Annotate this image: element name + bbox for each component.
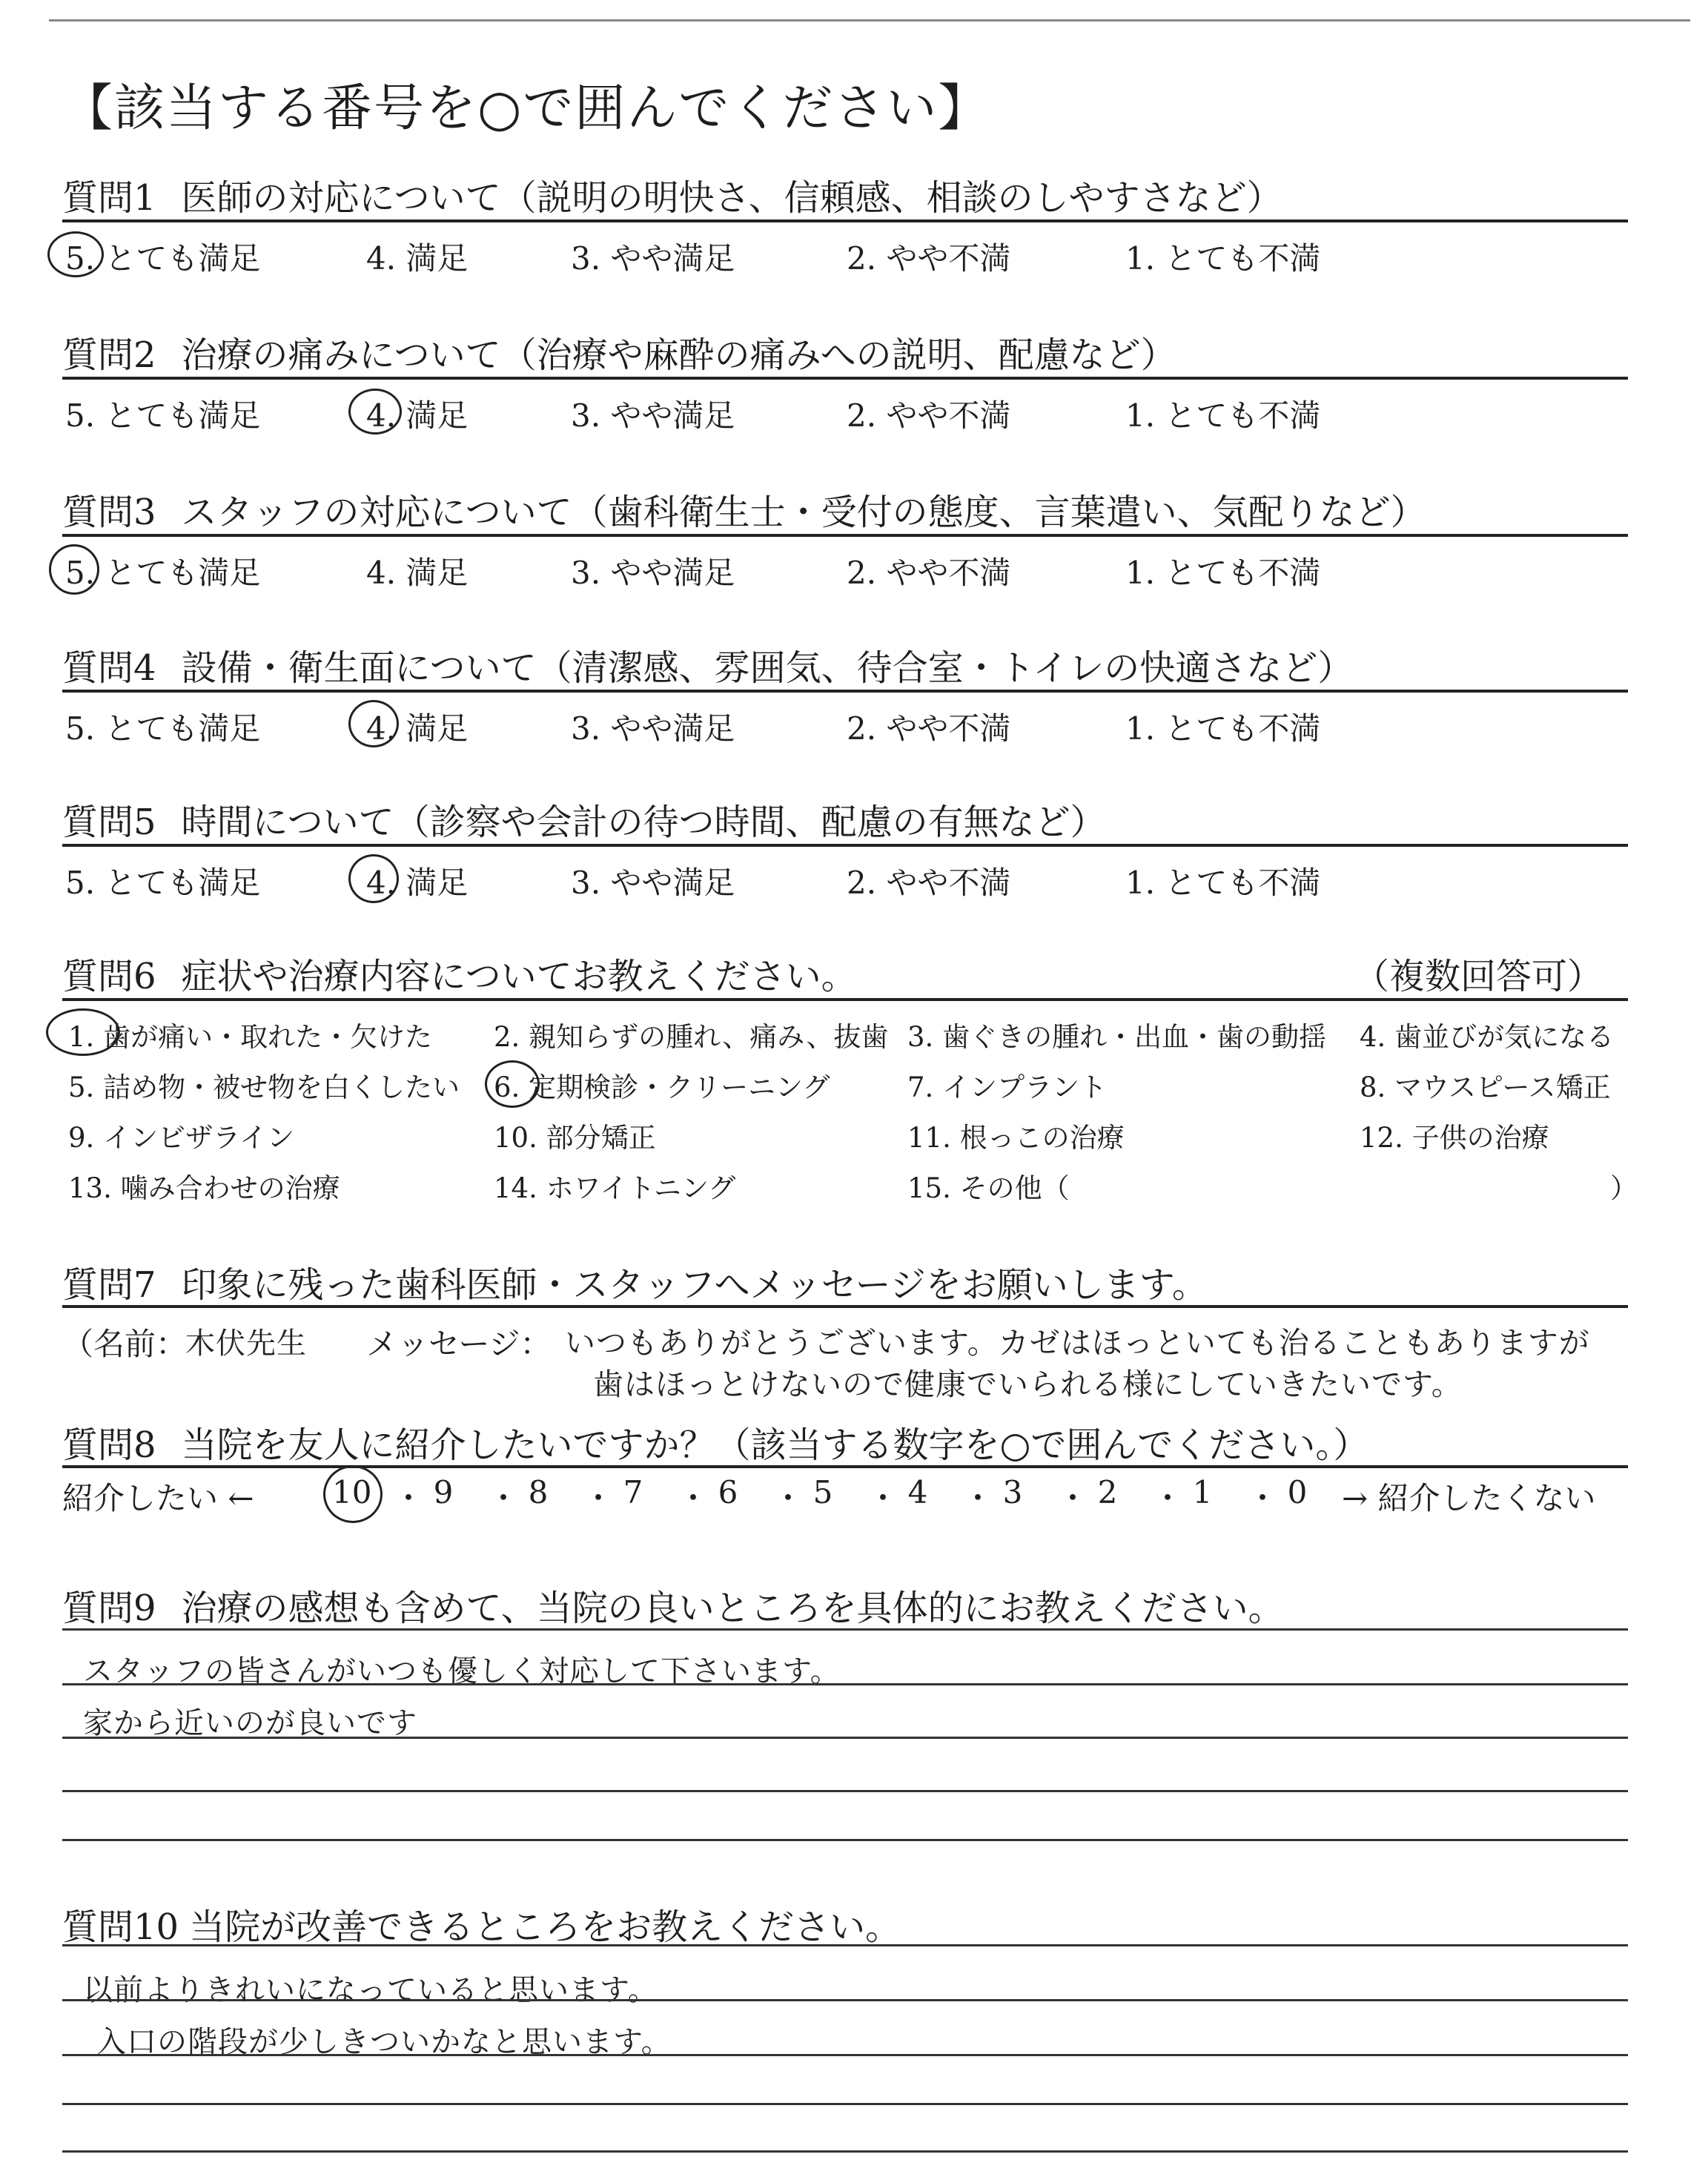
q2-answer-circle — [348, 389, 402, 435]
question-10 — [62, 1898, 901, 1949]
q6-option-12[interactable]: 12. 子供の治療 — [1360, 1122, 1549, 1154]
q10-write-line — [62, 2054, 1628, 2056]
q8-separator: ・ — [1152, 1480, 1184, 1516]
q8-scale-5[interactable]: 5 — [812, 1474, 833, 1510]
question-4-rule — [62, 690, 1628, 693]
q6-option-15[interactable]: 15. その他（ — [907, 1172, 1070, 1204]
question-7-label: 質問7 — [62, 1264, 156, 1306]
q6-option-4[interactable]: 4. 歯並びが気になる — [1360, 1021, 1615, 1053]
question-7 — [62, 1256, 1208, 1307]
q8-scale-6[interactable]: 6 — [718, 1474, 738, 1510]
question-6-text: 症状や治療内容についてお教えください。 — [181, 956, 857, 997]
question-5 — [62, 793, 1106, 845]
q6-option-8[interactable]: 8. マウスピース矯正 — [1360, 1071, 1611, 1103]
page-title: 【該当する番号を○で囲んでください】 — [62, 79, 990, 138]
q4-option-2[interactable]: 2. やや不満 — [847, 710, 1011, 747]
question-8 — [62, 1416, 1368, 1467]
q6-answer-circle-1 — [46, 1008, 120, 1056]
q10-write-line — [62, 1999, 1628, 2001]
q6-option-14[interactable]: 14. ホワイトニング — [494, 1172, 736, 1204]
q9-write-line — [62, 1839, 1628, 1841]
q9-write-line — [62, 1628, 1628, 1631]
q1-option-5[interactable]: 5. とても満足 — [65, 240, 261, 277]
q3-option-5[interactable]: 5. とても満足 — [65, 555, 261, 591]
q5-option-1[interactable]: 1. とても不満 — [1125, 865, 1321, 901]
q8-scale-8[interactable]: 8 — [528, 1474, 549, 1510]
q6-option-9[interactable]: 9. インビザライン — [68, 1122, 294, 1154]
q8-scale-7[interactable]: 7 — [623, 1474, 643, 1510]
question-1-text: 医師の対応について（説明の明快さ、信頼感、相談のしやすさなど） — [181, 177, 1282, 219]
question-8-rule — [62, 1465, 1628, 1468]
q6-option-3[interactable]: 3. 歯ぐきの腫れ・出血・歯の動揺 — [907, 1021, 1327, 1053]
q3-option-1[interactable]: 1. とても不満 — [1125, 555, 1321, 591]
q9-write-line — [62, 1737, 1628, 1739]
question-2-rule — [62, 377, 1628, 380]
question-4-label: 質問4 — [62, 647, 156, 689]
question-9-text: 治療の感想も含めて、当院の良いところを具体的にお教えください。 — [181, 1588, 1284, 1629]
question-4 — [62, 639, 1353, 690]
q9-write-line — [62, 1683, 1628, 1685]
q3-option-3[interactable]: 3. やや満足 — [571, 555, 735, 591]
q8-separator: ・ — [772, 1480, 804, 1516]
q8-separator: ・ — [1057, 1480, 1089, 1516]
q2-option-4[interactable]: 4. 満足 — [366, 397, 469, 434]
q4-option-4[interactable]: 4. 満足 — [366, 710, 469, 747]
q8-separator: ・ — [678, 1480, 709, 1516]
q2-option-3[interactable]: 3. やや満足 — [571, 397, 735, 434]
q7-message-label: メッセージ： — [366, 1326, 552, 1362]
q8-answer-circle — [323, 1465, 383, 1523]
question-9-label: 質問9 — [62, 1588, 156, 1629]
q8-left-label: 紹介したい ← — [62, 1480, 254, 1516]
q6-option-5[interactable]: 5. 詰め物・被せ物を白くしたい — [68, 1071, 460, 1103]
q9-answer-line-1: スタッフの皆さんがいつも優しく対応して下さいます。 — [83, 1654, 841, 1688]
q5-option-4[interactable]: 4. 満足 — [366, 865, 469, 901]
q9-write-line — [62, 1790, 1628, 1792]
q1-answer-circle — [47, 231, 104, 277]
q8-separator: ・ — [867, 1480, 899, 1516]
q5-option-2[interactable]: 2. やや不満 — [847, 865, 1011, 901]
q8-separator: ・ — [488, 1480, 520, 1516]
q5-option-5[interactable]: 5. とても満足 — [65, 865, 261, 901]
q3-option-4[interactable]: 4. 満足 — [366, 555, 469, 591]
top-border — [49, 19, 1690, 22]
q6-option-15-close: ） — [1610, 1172, 1638, 1204]
q4-option-1[interactable]: 1. とても不満 — [1125, 710, 1321, 747]
question-7-text: 印象に残った歯科医師・スタッフへメッセージをお願いします。 — [181, 1264, 1208, 1306]
question-4-text: 設備・衛生面について（清潔感、雰囲気、待合室・トイレの快適さなど） — [181, 647, 1354, 689]
q2-option-5[interactable]: 5. とても満足 — [65, 397, 261, 434]
question-1-label: 質問1 — [62, 177, 156, 219]
q10-write-line — [62, 2150, 1628, 2153]
question-10-label: 質問10 — [62, 1906, 179, 1948]
q8-separator: ・ — [583, 1480, 615, 1516]
question-6-label: 質問6 — [62, 956, 156, 997]
q4-answer-circle — [348, 700, 399, 747]
question-2-text: 治療の痛みについて（治療や麻酔の痛みへの説明、配慮など） — [181, 334, 1176, 376]
question-8-label: 質問8 — [62, 1424, 156, 1466]
q1-option-3[interactable]: 3. やや満足 — [571, 240, 735, 277]
q3-answer-circle — [49, 544, 99, 595]
question-2-label: 質問2 — [62, 334, 156, 376]
q7-name-label: （名前： — [62, 1326, 188, 1362]
q8-scale-0[interactable]: 0 — [1287, 1474, 1308, 1510]
q10-answer-line-2: 入口の階段が少しきついかなと思います。 — [96, 2025, 672, 2059]
q1-option-1[interactable]: 1. とても不満 — [1125, 240, 1321, 277]
q7-name-value: 木伏先生 — [185, 1327, 307, 1361]
q8-scale-10[interactable]: 10 — [332, 1474, 372, 1510]
question-3-rule — [62, 534, 1628, 537]
q1-option-2[interactable]: 2. やや不満 — [847, 240, 1011, 277]
question-1 — [62, 169, 1282, 220]
question-5-rule — [62, 844, 1628, 847]
q8-separator: ・ — [962, 1480, 994, 1516]
question-1-rule — [62, 219, 1628, 222]
question-9 — [62, 1579, 1284, 1631]
q8-scale-1[interactable]: 1 — [1192, 1474, 1213, 1510]
q1-option-4[interactable]: 4. 満足 — [366, 240, 469, 277]
q7-message-line-2: 歯はほっとけないので健康でいられる様にしていきたいです。 — [593, 1367, 1463, 1402]
q2-option-2[interactable]: 2. やや不満 — [847, 397, 1011, 434]
q8-right-label: → 紹介したくない — [1342, 1480, 1596, 1516]
question-3 — [62, 483, 1426, 535]
question-6-note: （複数回答可） — [1353, 956, 1603, 997]
q6-option-10[interactable]: 10. 部分矯正 — [494, 1122, 656, 1154]
q6-answer-circle-6 — [485, 1060, 540, 1108]
q6-option-1[interactable]: 1. 歯が痛い・取れた・欠けた — [68, 1021, 433, 1053]
question-5-label: 質問5 — [62, 802, 156, 843]
question-8-text: 当院を友人に紹介したいですか？（該当する数字を○で囲んでください。） — [181, 1424, 1369, 1466]
q4-option-3[interactable]: 3. やや満足 — [571, 710, 735, 747]
question-7-rule — [62, 1305, 1628, 1308]
q9-answer-line-2: 家から近いのが良いです — [83, 1706, 417, 1740]
q8-scale-4[interactable]: 4 — [907, 1474, 928, 1510]
question-6 — [62, 948, 857, 999]
q6-option-2[interactable]: 2. 親知らずの腫れ、痛み、抜歯 — [494, 1021, 889, 1053]
q6-option-13[interactable]: 13. 噛み合わせの治療 — [68, 1172, 340, 1204]
q5-option-3[interactable]: 3. やや満足 — [571, 865, 735, 901]
question-5-text: 時間について（診察や会計の待つ時間、配慮の有無など） — [181, 802, 1106, 843]
q10-answer-line-1: 以前よりきれいになっていると思います。 — [83, 1973, 658, 2007]
question-3-text: スタッフの対応について（歯科衛生士・受付の態度、言葉遣い、気配りなど） — [181, 492, 1426, 533]
q10-write-line — [62, 2103, 1628, 2105]
question-10-text: 当院が改善できるところをお教えください。 — [189, 1906, 901, 1948]
q10-write-line — [62, 1944, 1628, 1946]
q2-option-1[interactable]: 1. とても不満 — [1125, 397, 1321, 434]
question-6-rule — [62, 998, 1628, 1001]
q8-separator: ・ — [1247, 1480, 1279, 1516]
q6-option-6[interactable]: 6. 定期検診・クリーニング — [494, 1071, 830, 1103]
q6-option-11[interactable]: 11. 根っこの治療 — [907, 1122, 1125, 1154]
q5-answer-circle — [348, 854, 399, 903]
question-3-label: 質問3 — [62, 492, 156, 533]
q3-option-2[interactable]: 2. やや不満 — [847, 555, 1011, 591]
question-2 — [62, 326, 1176, 377]
q8-scale-2[interactable]: 2 — [1097, 1474, 1118, 1510]
q6-option-7[interactable]: 7. インプラント — [907, 1071, 1108, 1103]
q8-separator: ・ — [393, 1480, 425, 1516]
q8-scale-9[interactable]: 9 — [433, 1474, 454, 1510]
q7-message-line-1: いつもありがとうございます。カゼはほっといても治ることもありますが — [565, 1325, 1590, 1361]
q8-scale-3[interactable]: 3 — [1002, 1474, 1023, 1510]
q4-option-5[interactable]: 5. とても満足 — [65, 710, 261, 747]
